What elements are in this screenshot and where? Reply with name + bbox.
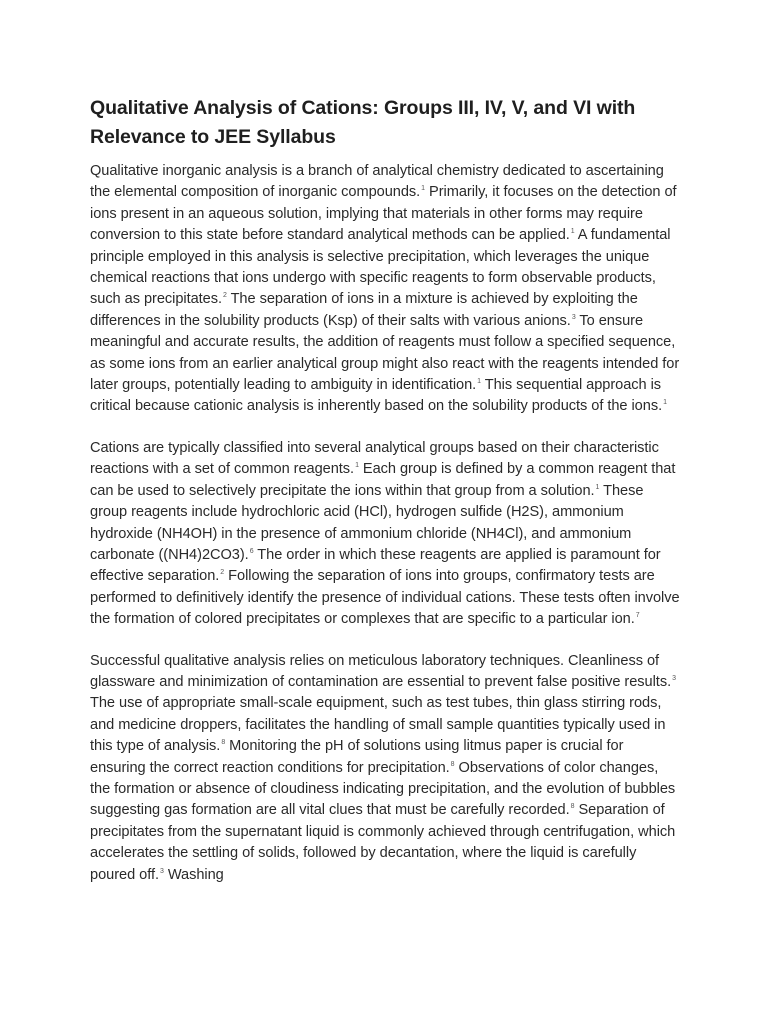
citation-ref[interactable]: 1 [477, 378, 481, 386]
citation-ref[interactable]: 3 [672, 674, 676, 682]
paragraph-text: Separation of precipitates from the supernatant liquid is commonly achieved through centrifugation, which accelerates the settling of solids, followed by decantation, where the liquid is carefully poured off. [90, 802, 676, 883]
paragraph-text: Qualitative inorganic analysis is a branch of analytical chemistry dedicated to ascertaining the elemental composition of inorganic compounds. [90, 163, 664, 201]
citation-ref[interactable]: 1 [663, 399, 667, 407]
paragraph-text: Successful qualitative analysis relies on meticulous laboratory techniques. Cleanliness of glassware and minimization of contamination are essential to prevent false positive results. [90, 652, 672, 690]
citation-ref[interactable]: 8 [450, 760, 455, 768]
citation-ref[interactable]: 1 [355, 462, 359, 470]
paragraph-text: To ensure meaningful and accurate results, the addition of reagents must follow a specified sequence, as some ions from an earlier analytical group might also react with the reagents intended for later groups, potentially leading to ambiguity in identification. [90, 312, 680, 394]
citation-ref[interactable]: 7 [635, 612, 640, 620]
paragraph-text: This sequential approach is critical because cationic analysis is inherently based on the solubility products of the ions. [90, 377, 663, 415]
body-paragraph [90, 438, 682, 631]
citation-ref[interactable]: 1 [570, 228, 575, 236]
citation-ref[interactable]: 2 [220, 569, 225, 577]
paragraph-text: Primarily, it focuses on the detection of ions present in an aqueous solution, implying that materials in other forms may require conversion to this state before standard analytical methods can be applied. [90, 184, 677, 244]
paragraph-text: Observations of color changes, the formation or absence of cloudiness indicating precipitation, and the evolution of bubbles suggesting gas formation are all vital clues that must be carefully recorded. [90, 759, 676, 819]
citation-ref[interactable]: 6 [249, 547, 254, 555]
citation-ref[interactable]: 3 [571, 313, 576, 321]
paragraph-text: Monitoring the pH of solutions using litmus paper is crucial for ensuring the correct reaction conditions for precipitation. [90, 738, 624, 776]
paragraph-text: These group reagents include hydrochloric acid (HCl), hydrogen sulfide (H2S), ammonium hydroxide (NH4OH) in the presence of ammonium chloride (NH4Cl), and ammonium carbonate ((NH4)2CO3). [90, 482, 644, 563]
paragraph-text: The order in which these reagents are applied is paramount for effective separation. [90, 546, 661, 585]
document-page [90, 94, 682, 906]
paragraph-text: A fundamental principle employed in this analysis is selective precipitation, which leverages the unique chemical reactions that ions undergo with specific reagents to form observable products, such as precipitates. [90, 227, 671, 308]
body-paragraph [90, 651, 682, 886]
citation-ref[interactable]: 1 [421, 185, 426, 193]
paragraph-text: Cations are typically classified into several analytical groups based on their characteristic reactions with a set of common reagents. [90, 439, 659, 478]
paragraph-text: Following the separation of ions into groups, confirmatory tests are performed to definitively identify the presence of individual cations. These tests often involve the formation of colored precipitates or complexes that are specific to a particular ion. [90, 568, 680, 628]
citation-ref[interactable]: 3 [159, 867, 164, 875]
citation-ref[interactable]: 1 [595, 483, 600, 491]
paragraph-text: Washing [163, 866, 224, 883]
document-title: Qualitative Analysis of Cations: Groups III, IV, V, and VI with Relevance to JEE Syllabus [90, 97, 636, 148]
citation-ref[interactable]: 8 [570, 803, 575, 811]
paragraph-text: Each group is defined by a common reagent that can be used to selectively precipitate the ions within that group from a solution. [90, 461, 676, 499]
paragraph-text: The use of appropriate small-scale equipment, such as test tubes, thin glass stirring rods, and medicine droppers, facilitates the handling of small sample quantities typically used in this type of analysis. [90, 695, 666, 755]
citation-ref[interactable]: 2 [222, 292, 227, 300]
body-paragraph [90, 161, 682, 418]
document-body [90, 161, 682, 886]
paragraph-text: The separation of ions in a mixture is achieved by exploiting the differences in the solubility products (Ksp) of their salts with various anions. [90, 291, 638, 329]
citation-ref[interactable]: 8 [221, 739, 226, 747]
